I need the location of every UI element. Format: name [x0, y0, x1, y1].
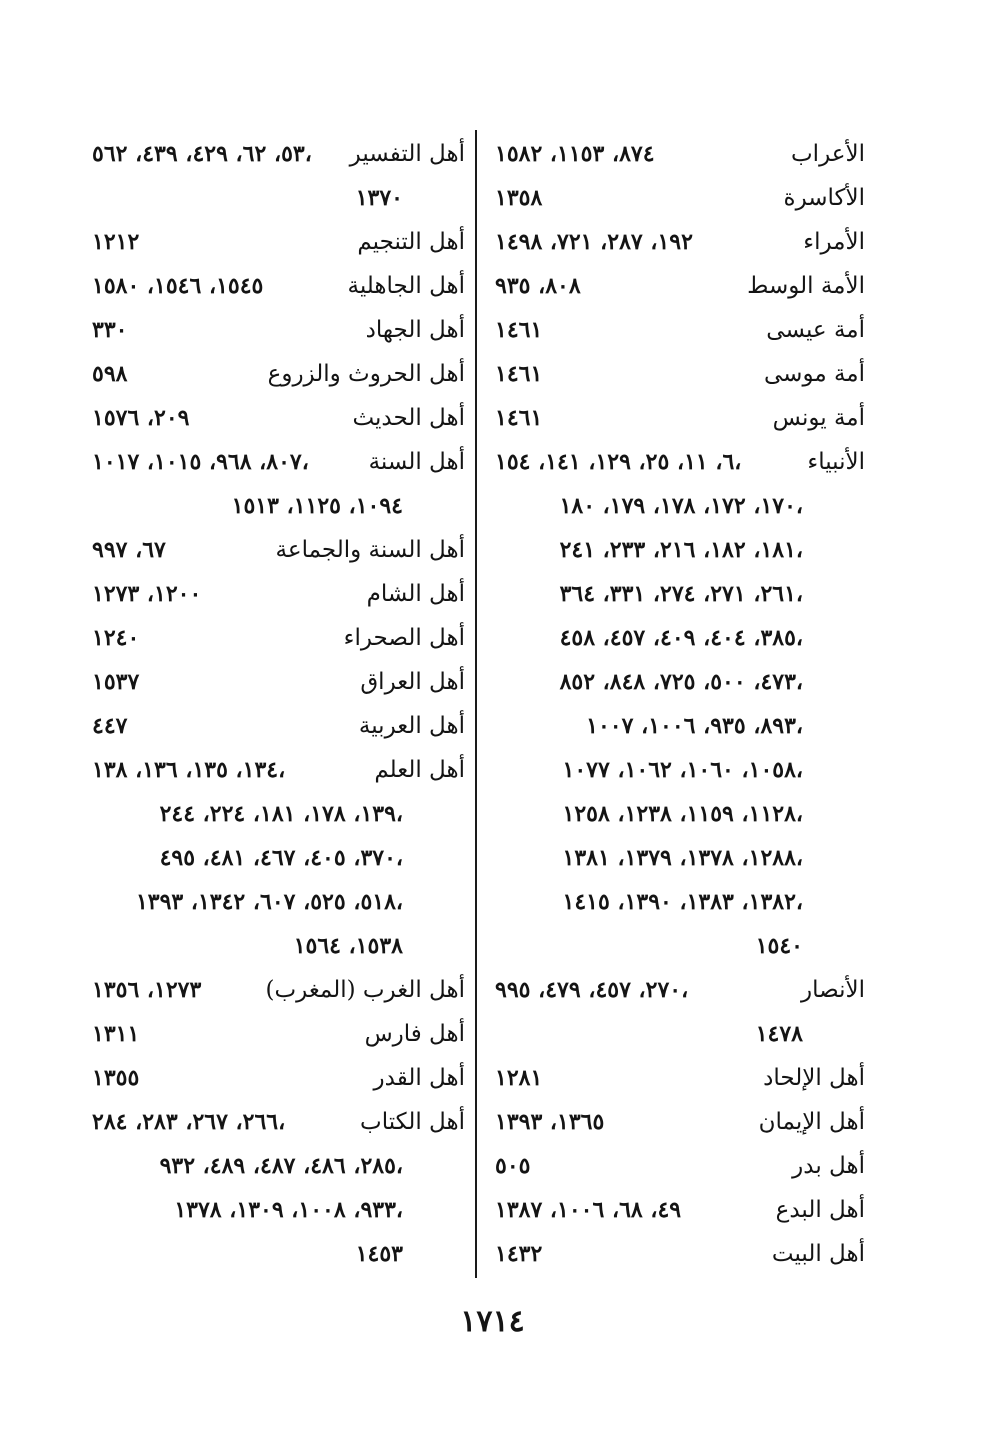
page-references: ٢٦٦، ٢٦٧، ٢٨٣، ٢٨٤، — [92, 1109, 286, 1135]
index-entry — [495, 352, 865, 396]
page-references-continued: ١٣٩، ١٧٨، ١٨١، ٢٢٤، ٢٤٤، — [159, 801, 403, 827]
index-entry — [92, 748, 465, 792]
page-references: ١٣٥٥ — [92, 1065, 140, 1091]
page-references-continued: ١٥٤٠ — [755, 933, 803, 959]
index-entry — [92, 308, 465, 352]
page-references: ٦٧، ٩٩٧ — [92, 537, 166, 563]
page-references: ١٥٤٥، ١٥٤٦، ١٥٨٠ — [92, 273, 264, 299]
index-entry-continuation — [495, 528, 865, 572]
index-entry — [495, 220, 865, 264]
page-references: ٥٣، ٦٢، ٤٢٩، ٤٣٩، ٥٦٢، — [92, 141, 312, 167]
page-references: ٨٧٤، ١١٥٣، ١٥٨٢ — [495, 141, 655, 167]
page-references-continued: ١٠٩٤، ١١٢٥، ١٥١٣ — [231, 493, 403, 519]
index-term: أهل العربية — [358, 713, 465, 739]
index-entry — [495, 264, 865, 308]
index-entry-continuation — [92, 792, 465, 836]
index-entry-continuation — [495, 704, 865, 748]
page-references: ٥٠٥ — [495, 1153, 531, 1179]
page-references: ١٣٥٨ — [495, 185, 543, 211]
index-term: أهل الغرب (المغرب) — [265, 977, 465, 1003]
index-term: الأمراء — [803, 229, 865, 255]
index-term: أهل الإيمان — [758, 1109, 865, 1135]
page-references-continued: ٩٣٣، ١٠٠٨، ١٣٠٩، ١٣٧٨، — [174, 1197, 403, 1223]
index-term: أهل القدر — [373, 1065, 465, 1091]
index-column-left — [92, 132, 465, 1267]
index-entry — [495, 1144, 865, 1188]
index-entry-continuation — [92, 176, 465, 220]
index-entry — [495, 176, 865, 220]
index-entry-continuation — [495, 572, 865, 616]
index-entry — [92, 440, 465, 484]
page-references-continued: ١١٢٨، ١١٥٩، ١٢٣٨، ١٢٥٨، — [562, 801, 803, 827]
index-entry — [92, 704, 465, 748]
page-references-continued: ١٤٧٨ — [755, 1021, 803, 1047]
page-references: ٤٩، ٦٨، ١٠٠٦، ١٣٨٧ — [495, 1197, 682, 1223]
index-entry-continuation — [92, 484, 465, 528]
index-term: أهل الشام — [366, 581, 465, 607]
index-term: أهل بدر — [792, 1153, 865, 1179]
page-number: ١٧١٤ — [460, 1304, 525, 1339]
page-references: ٣٣٠ — [92, 317, 128, 343]
index-entry — [92, 616, 465, 660]
page-references: ١٢٤٠ — [92, 625, 140, 651]
index-term: أهل العراق — [360, 669, 465, 695]
page-references-continued: ١٥٣٨، ١٥٦٤ — [293, 933, 403, 959]
index-entry — [495, 1188, 865, 1232]
page-references: ١٩٢، ٢٨٧، ٧٢١، ١٤٩٨ — [495, 229, 693, 255]
index-entry — [92, 220, 465, 264]
index-entry — [92, 528, 465, 572]
index-column-right — [495, 132, 865, 1267]
index-term: أهل فارس — [364, 1021, 465, 1047]
index-entry — [92, 1056, 465, 1100]
index-term: أهل السنة والجماعة — [275, 537, 465, 563]
page-references-continued: ٣٧٠، ٤٠٥، ٤٦٧، ٤٨١، ٤٩٥، — [159, 845, 403, 871]
index-term: أهل البيت — [771, 1241, 865, 1267]
page-references-continued: ٢٨٥، ٤٨٦، ٤٨٧، ٤٨٩، ٩٣٢، — [159, 1153, 403, 1179]
index-entry-continuation — [495, 660, 865, 704]
index-term: الأنصار — [801, 977, 865, 1003]
index-entry-continuation — [92, 1232, 465, 1276]
index-term: أهل التنجيم — [357, 229, 465, 255]
page-references-continued: ١٤٥٣ — [355, 1241, 403, 1267]
index-entry-continuation — [495, 1012, 865, 1056]
index-entry — [495, 440, 865, 484]
index-entry-continuation — [495, 484, 865, 528]
index-entry — [495, 1100, 865, 1144]
index-entry-continuation — [495, 616, 865, 660]
page-references: ١٣٤، ١٣٥، ١٣٦، ١٣٨، — [92, 757, 286, 783]
page-references-continued: ١٨١، ١٨٢، ٢١٦، ٢٣٣، ٢٤١، — [559, 537, 803, 563]
page-references: ٢٠٩، ١٥٧٦ — [92, 405, 190, 431]
page-references: ١٤٦١ — [495, 405, 543, 431]
index-entry — [92, 264, 465, 308]
index-entry — [495, 132, 865, 176]
index-entry — [495, 1056, 865, 1100]
index-term: أهل الكتاب — [360, 1109, 465, 1135]
index-entry — [92, 1012, 465, 1056]
index-entry-continuation — [92, 924, 465, 968]
index-entry-continuation — [92, 880, 465, 924]
page-references-continued: ١٢٨٨، ١٣٧٨، ١٣٧٩، ١٣٨١، — [562, 845, 803, 871]
index-term: الأعراب — [791, 141, 865, 167]
page-references-continued: ٣٨٥، ٤٠٤، ٤٠٩، ٤٥٧، ٤٥٨، — [559, 625, 803, 651]
index-entry — [495, 308, 865, 352]
index-term: أمة يونس — [772, 405, 865, 431]
column-divider — [475, 130, 477, 1278]
index-term: أهل الجهاد — [365, 317, 465, 343]
index-term: أهل الإلحاد — [763, 1065, 865, 1091]
page-references: ١٤٦١ — [495, 317, 543, 343]
index-entry — [495, 396, 865, 440]
index-term: أمة عيسى — [766, 317, 865, 343]
page-references: ١٣٦٥، ١٣٩٣ — [495, 1109, 605, 1135]
index-term: الأمة الوسط — [747, 273, 865, 299]
index-term: أمة موسى — [764, 361, 865, 387]
index-term: أهل العلم — [374, 757, 465, 783]
index-entry — [92, 660, 465, 704]
page-references: ٨٠٧، ٩٦٨، ١٠١٥، ١٠١٧، — [92, 449, 309, 475]
page-references: ١٤٣٢ — [495, 1241, 543, 1267]
index-entry — [495, 968, 865, 1012]
index-term: أهل التفسير — [349, 141, 465, 167]
index-term: الأكاسرة — [783, 185, 865, 211]
index-term: أهل الصحراء — [343, 625, 465, 651]
page-references: ٨٠٨، ٩٣٥ — [495, 273, 581, 299]
index-entry-continuation — [495, 792, 865, 836]
page-references-continued: ٨٩٣، ٩٣٥، ١٠٠٦، ١٠٠٧، — [586, 713, 803, 739]
page-references: ٢٧٠، ٤٥٧، ٤٧٩، ٩٩٥، — [495, 977, 689, 1003]
page-references-continued: ١٣٧٠ — [355, 185, 403, 211]
index-entry — [92, 352, 465, 396]
page-references: ١٣١١ — [92, 1021, 140, 1047]
index-entry-continuation — [92, 836, 465, 880]
index-entry — [92, 396, 465, 440]
index-term: أهل الحروث والزروع — [267, 361, 465, 387]
page-references: ٥٩٨ — [92, 361, 128, 387]
index-entry-continuation — [495, 880, 865, 924]
index-term: الأنبياء — [807, 449, 865, 475]
index-term: أهل الجاهلية — [347, 273, 465, 299]
index-entry — [92, 968, 465, 1012]
index-entry — [92, 572, 465, 616]
index-term: أهل البدع — [775, 1197, 865, 1223]
page-references: ١٤٦١ — [495, 361, 543, 387]
index-entry-continuation — [92, 1188, 465, 1232]
page-references: ١٢٠٠، ١٢٧٣ — [92, 581, 202, 607]
index-term: أهل الحديث — [352, 405, 465, 431]
page-references-continued: ٤٧٣، ٥٠٠، ٧٢٥، ٨٤٨، ٨٥٢، — [559, 669, 803, 695]
index-entry-continuation — [495, 748, 865, 792]
index-entry-continuation — [495, 924, 865, 968]
page-references: ١٢١٢ — [92, 229, 140, 255]
index-entry — [92, 132, 465, 176]
page-references-continued: ١٠٥٨، ١٠٦٠، ١٠٦٢، ١٠٧٧، — [562, 757, 803, 783]
page-references: ٦، ١١، ٢٥، ١٢٩، ١٤١، ١٥٤، — [495, 449, 742, 475]
page-references-continued: ٢٦١، ٢٧١، ٢٧٤، ٣٣١، ٣٦٤، — [559, 581, 803, 607]
index-entry-continuation — [495, 836, 865, 880]
page-references: ١٥٣٧ — [92, 669, 140, 695]
page-references-continued: ٥١٨، ٥٢٥، ٦٠٧، ١٣٤٢، ١٣٩٣، — [135, 889, 403, 915]
index-entry — [495, 1232, 865, 1276]
index-entry-continuation — [92, 1144, 465, 1188]
page-references: ٤٤٧ — [92, 713, 128, 739]
index-term: أهل السنة — [368, 449, 465, 475]
page-references: ١٢٨١ — [495, 1065, 543, 1091]
page-references-continued: ١٧٠، ١٧٢، ١٧٨، ١٧٩، ١٨٠، — [559, 493, 803, 519]
page-references-continued: ١٣٨٢، ١٣٨٣، ١٣٩٠، ١٤١٥، — [562, 889, 803, 915]
page-references: ١٢٧٣، ١٣٥٦ — [92, 977, 202, 1003]
index-entry — [92, 1100, 465, 1144]
